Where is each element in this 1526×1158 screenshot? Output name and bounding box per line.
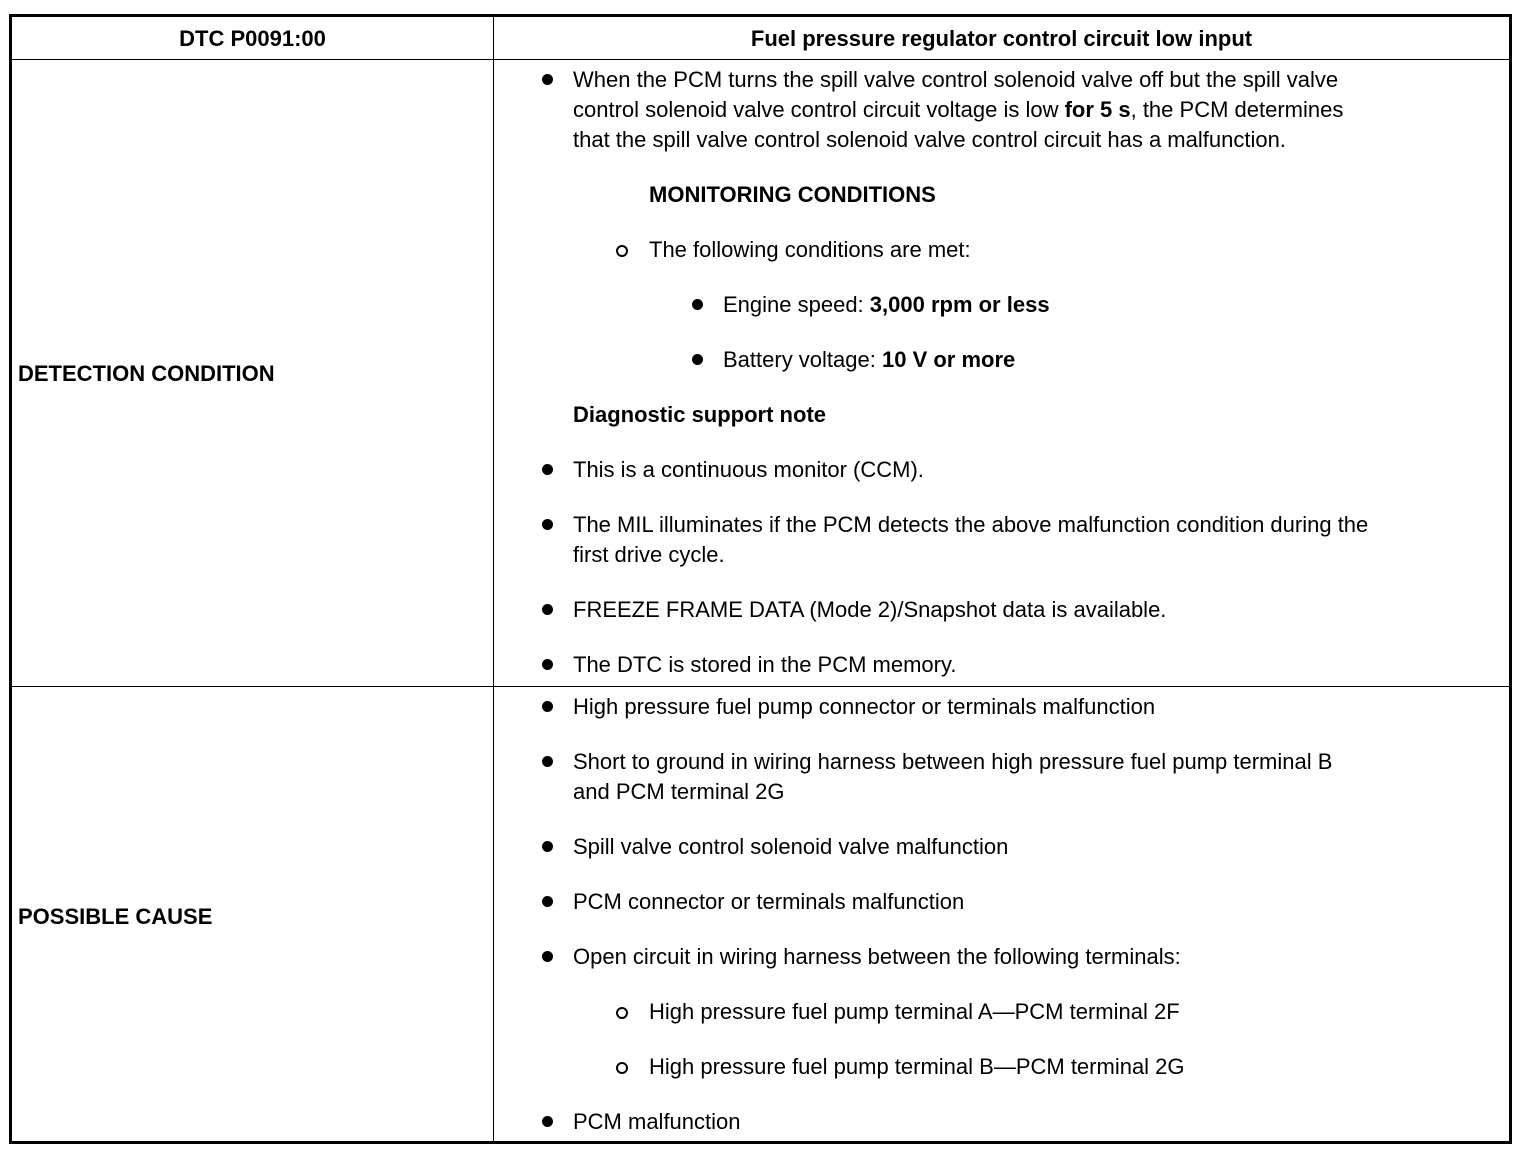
engine-speed-label: Engine speed: xyxy=(723,292,870,317)
bullet-icon xyxy=(542,701,553,712)
battery-voltage-label: Battery voltage: xyxy=(723,347,882,372)
detection-main-line1: When the PCM turns the spill valve control solenoid valve off but the spill valve xyxy=(573,67,1339,92)
bullet-icon xyxy=(542,1116,553,1127)
monitoring-conditions-heading: MONITORING CONDITIONS xyxy=(649,182,936,207)
circle-bullet-icon xyxy=(616,1062,628,1074)
bullet-icon xyxy=(692,354,703,365)
cause-short-ground-line2: and PCM terminal 2G xyxy=(573,779,785,804)
bullet-icon xyxy=(542,74,553,85)
cause-pcm-connector: PCM connector or terminals malfunction xyxy=(573,889,965,914)
possible-cause-label: POSSIBLE CAUSE xyxy=(18,904,213,929)
cause-open-circuit-terminal-b: High pressure fuel pump terminal B—PCM terminal 2G xyxy=(649,1054,1185,1079)
bullet-icon xyxy=(542,519,553,530)
support-note-memory: The DTC is stored in the PCM memory. xyxy=(573,652,957,677)
battery-voltage-value: 10 V or more xyxy=(881,347,1016,372)
column-divider xyxy=(493,17,494,1141)
support-note-mil-line1: The MIL illuminates if the PCM detects the above malfunction condition during the xyxy=(573,512,1369,537)
dtc-code-header: DTC P0091:00 xyxy=(179,26,326,51)
cause-pcm: PCM malfunction xyxy=(573,1109,741,1134)
cause-short-ground-line1: Short to ground in wiring harness between high pressure fuel pump terminal B xyxy=(573,749,1333,774)
header-divider xyxy=(12,59,1509,60)
detection-main-line2-text: control solenoid valve control circuit voltage is low xyxy=(573,97,1065,122)
cause-connector: High pressure fuel pump connector or terminals malfunction xyxy=(573,694,1156,719)
support-note-ccm: This is a continuous monitor (CCM). xyxy=(573,457,924,482)
conditions-intro: The following conditions are met: xyxy=(649,237,971,262)
detection-main-line3: that the spill valve control solenoid valve control circuit has a malfunction. xyxy=(573,127,1286,152)
cause-open-circuit: Open circuit in wiring harness between the following terminals: xyxy=(573,944,1181,969)
engine-speed-value: 3,000 rpm or less xyxy=(869,292,1050,317)
bullet-icon xyxy=(542,756,553,767)
engine-speed-condition xyxy=(723,290,1050,320)
bullet-icon xyxy=(542,604,553,615)
support-note-mil-line2: first drive cycle. xyxy=(573,542,725,567)
support-note-freeze-frame: FREEZE FRAME DATA (Mode 2)/Snapshot data is available. xyxy=(573,597,1167,622)
battery-voltage-condition xyxy=(723,345,1015,375)
circle-bullet-icon xyxy=(616,1007,628,1019)
detection-main-line2-tail: , the PCM determines xyxy=(1130,97,1344,122)
circle-bullet-icon xyxy=(616,245,628,257)
dtc-title-header: Fuel pressure regulator control circuit low input xyxy=(750,26,1253,51)
detection-condition-label: DETECTION CONDITION xyxy=(18,361,275,386)
row-divider xyxy=(12,686,1509,687)
cause-solenoid: Spill valve control solenoid valve malfunction xyxy=(573,834,1009,859)
bullet-icon xyxy=(542,659,553,670)
bullet-icon xyxy=(542,464,553,475)
detection-main-line2 xyxy=(573,95,1343,125)
bullet-icon xyxy=(542,951,553,962)
cause-open-circuit-terminal-a: High pressure fuel pump terminal A—PCM terminal 2F xyxy=(649,999,1180,1024)
bullet-icon xyxy=(542,896,553,907)
detection-time-value: for 5 s xyxy=(1064,97,1131,122)
diagnostic-support-heading: Diagnostic support note xyxy=(573,402,826,427)
bullet-icon xyxy=(692,299,703,310)
bullet-icon xyxy=(542,841,553,852)
